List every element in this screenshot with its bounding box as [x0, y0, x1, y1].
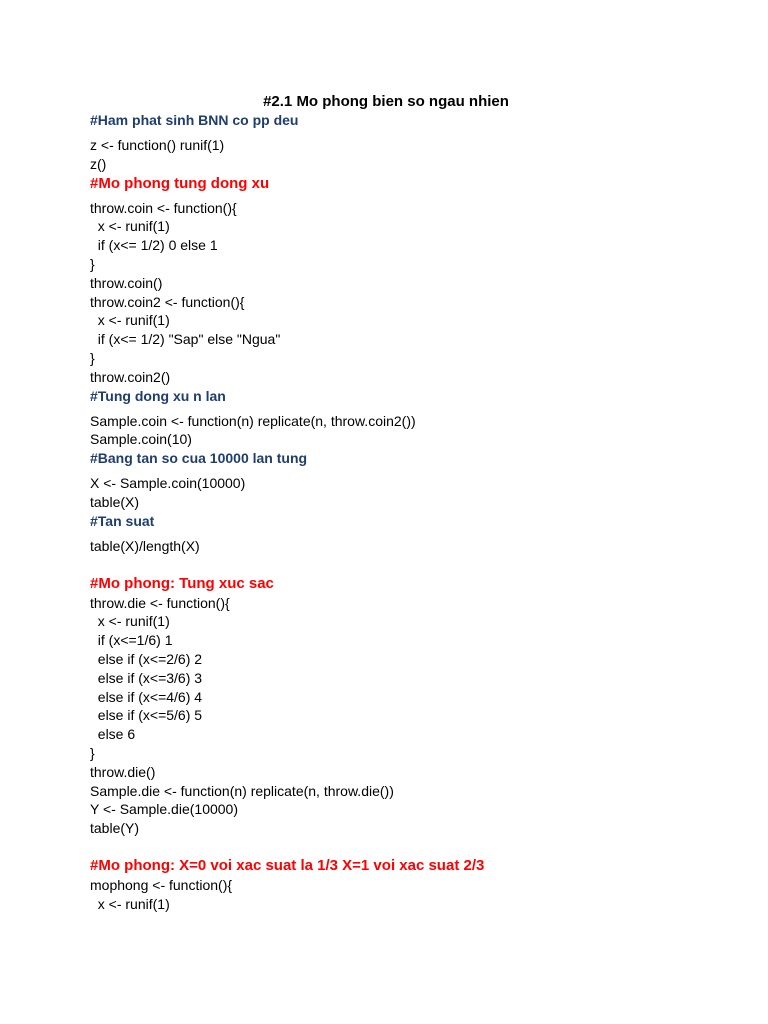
code-line: x <- runif(1)	[90, 218, 170, 235]
code-line: throw.coin2 <- function(){	[90, 293, 245, 310]
heading-rel-freq: #Tan suat	[90, 512, 155, 529]
blank-line	[90, 556, 730, 574]
heading-freq-table: #Bang tan so cua 10000 lan tung	[90, 450, 308, 467]
code-line: mophong <- function(){	[90, 876, 233, 893]
code-line: else if (x<=5/6) 5	[90, 707, 203, 724]
code-line: throw.coin2()	[90, 368, 171, 385]
code-line: Y <- Sample.die(10000)	[90, 801, 238, 818]
code-line: Sample.coin <- function(n) replicate(n, throw.coin2())	[90, 412, 416, 429]
code-line: if (x<= 1/2) 0 else 1	[90, 237, 218, 254]
code-line: throw.coin()	[90, 274, 163, 291]
code-line: throw.coin <- function(){	[90, 199, 237, 216]
code-line: table(X)	[90, 493, 140, 510]
code-line: else if (x<=3/6) 3	[90, 669, 203, 686]
code-line: }	[90, 255, 95, 272]
code-line: x <- runif(1)	[90, 895, 170, 912]
code-block-coin-n	[90, 412, 730, 450]
code-line: if (x<= 1/2) "Sap" else "Ngua"	[90, 331, 281, 348]
heading-bernoulli: #Mo phong: X=0 voi xac suat la 1/3 X=1 voi xac suat 2/3	[90, 856, 485, 874]
document-body	[90, 111, 730, 914]
code-line: else if (x<=4/6) 4	[90, 688, 203, 705]
code-line: z()	[90, 155, 107, 172]
code-line: else 6	[90, 726, 136, 743]
heading-uniform: #Ham phat sinh BNN co pp deu	[90, 112, 299, 128]
heading-coin-n: #Tung dong xu n lan	[90, 387, 226, 404]
code-line: z <- function() runif(1)	[90, 137, 225, 153]
code-line: throw.die()	[90, 763, 156, 780]
heading-coin: #Mo phong tung dong xu	[90, 174, 270, 192]
code-line: }	[90, 349, 95, 366]
blank-line	[90, 838, 730, 856]
code-line: throw.die <- function(){	[90, 594, 230, 611]
code-line: table(Y)	[90, 820, 140, 837]
code-block-rel-freq	[90, 537, 730, 556]
code-line: else if (x<=2/6) 2	[90, 650, 203, 667]
code-block-uniform	[90, 136, 730, 174]
code-line: x <- runif(1)	[90, 312, 170, 329]
code-line: }	[90, 744, 95, 761]
code-block-coin	[90, 199, 730, 387]
heading-die: #Mo phong: Tung xuc sac	[90, 574, 274, 592]
code-line: Sample.die <- function(n) replicate(n, throw.die())	[90, 782, 394, 799]
code-line: Sample.coin(10)	[90, 431, 192, 448]
code-line: X <- Sample.coin(10000)	[90, 475, 246, 492]
code-block-freq-table	[90, 474, 730, 512]
code-line: table(X)/length(X)	[90, 537, 200, 554]
code-block-bernoulli	[90, 876, 730, 914]
code-line: if (x<=1/6) 1	[90, 632, 173, 649]
code-line: x <- runif(1)	[90, 613, 170, 630]
code-block-die	[90, 594, 730, 838]
page-title: #2.1 Mo phong bien so ngau nhien	[263, 93, 509, 110]
